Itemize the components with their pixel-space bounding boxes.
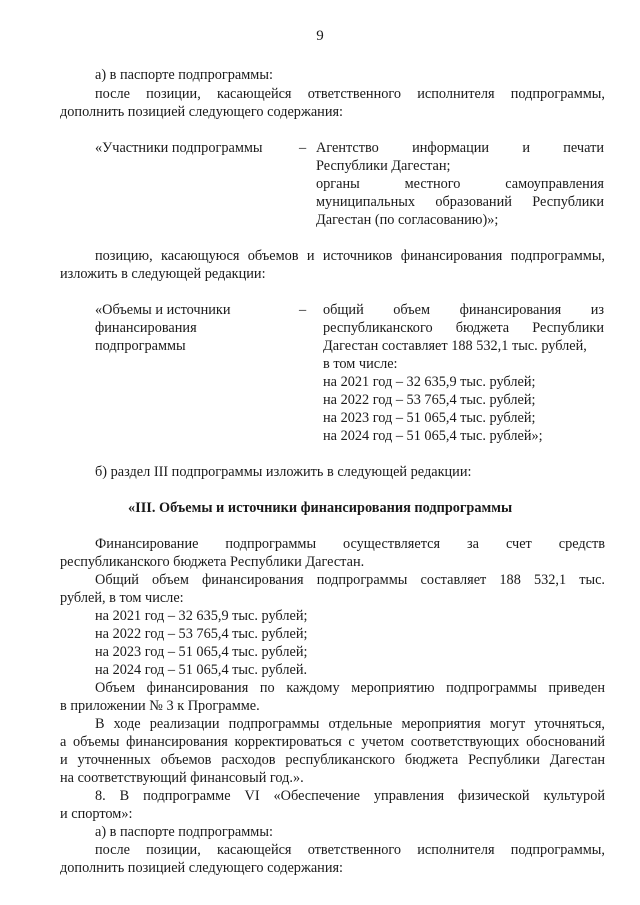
section-total-line-2: рублей, в том числе: <box>60 590 184 606</box>
page-number: 9 <box>316 28 324 44</box>
section-heading: «III. Объемы и источники финансирования подпрограммы <box>128 500 513 516</box>
participants-value-5: Дагестан (по согласованию)»; <box>316 212 499 228</box>
section-clarify-line-3: и уточненных объемов расходов республиканского бюджета Республики Дагестан <box>60 752 605 768</box>
section-per-activity-line-2: в приложении № 3 к Программе. <box>60 698 260 714</box>
item-b-line: б) раздел III подпрограммы изложить в следующей редакции: <box>95 464 472 480</box>
item-8-line-1: 8. В подпрограмме VI «Обеспечение управления физической культурой <box>95 788 605 804</box>
item-8-line-2: и спортом»: <box>60 806 133 822</box>
section-year-2024: на 2024 год – 51 065,4 тыс. рублей. <box>95 662 308 678</box>
section-clarify-line-2: а объемы финансирования корректироваться с учетом соответствующих обоснований <box>60 734 605 750</box>
item-8-after-line-1: после позиции, касающейся ответственного исполнителя подпрограммы, <box>95 842 605 858</box>
volumes-label-2: финансирования <box>95 320 197 336</box>
volumes-year-2024: на 2024 год – 51 065,4 тыс. рублей»; <box>323 428 543 444</box>
section-year-2022: на 2022 год – 53 765,4 тыс. рублей; <box>95 626 308 642</box>
section-clarify-line-1: В ходе реализации подпрограммы отдельные мероприятия могут уточняться, <box>95 716 605 732</box>
item-8-a-line: а) в паспорте подпрограммы: <box>95 824 273 840</box>
volumes-year-2022: на 2022 год – 53 765,4 тыс. рублей; <box>323 392 536 408</box>
participants-value-3: органы местного самоуправления <box>316 176 604 192</box>
supplement-line: дополнить позицией следующего содержания: <box>60 104 344 120</box>
section-financing-line-2: республиканского бюджета Республики Дагестан. <box>60 554 365 570</box>
volumes-label-3: подпрограммы <box>95 338 186 354</box>
volumes-label-1: «Объемы и источники <box>95 302 231 318</box>
participants-label: «Участники подпрограммы <box>95 140 263 156</box>
participants-value-4: муниципальных образований Республики <box>316 194 604 210</box>
section-year-2023: на 2023 год – 51 065,4 тыс. рублей; <box>95 644 308 660</box>
position-line-2: изложить в следующей редакции: <box>60 266 266 282</box>
participants-dash: – <box>299 140 307 156</box>
section-year-2021: на 2021 год – 32 635,9 тыс. рублей; <box>95 608 308 624</box>
section-total-line-1: Общий объем финансирования подпрограммы составляет 188 532,1 тыс. <box>95 572 605 588</box>
position-line-1: позицию, касающуюся объемов и источников финансирования подпрограммы, <box>95 248 605 264</box>
item-a-line: а) в паспорте подпрограммы: <box>95 67 273 83</box>
volumes-value-2: республиканского бюджета Республики <box>323 320 604 336</box>
section-per-activity-line-1: Объем финансирования по каждому мероприятию подпрограммы приведен <box>95 680 605 696</box>
volumes-year-2023: на 2023 год – 51 065,4 тыс. рублей; <box>323 410 536 426</box>
volumes-value-4: в том числе: <box>323 356 398 372</box>
participants-value-2: Республики Дагестан; <box>316 158 451 174</box>
section-financing-line-1: Финансирование подпрограммы осуществляется за счет средств <box>95 536 605 552</box>
volumes-dash: – <box>299 302 307 318</box>
item-8-after-line-2: дополнить позицией следующего содержания: <box>60 860 344 876</box>
participants-value-1: Агентство информации и печати <box>316 140 604 156</box>
after-position-line: после позиции, касающейся ответственного исполнителя подпрограммы, <box>95 86 605 102</box>
section-clarify-line-4: на соответствующий финансовый год.». <box>60 770 304 786</box>
volumes-year-2021: на 2021 год – 32 635,9 тыс. рублей; <box>323 374 536 390</box>
volumes-value-3: Дагестан составляет 188 532,1 тыс. рублей, <box>323 338 587 354</box>
volumes-value-1: общий объем финансирования из <box>323 302 604 318</box>
